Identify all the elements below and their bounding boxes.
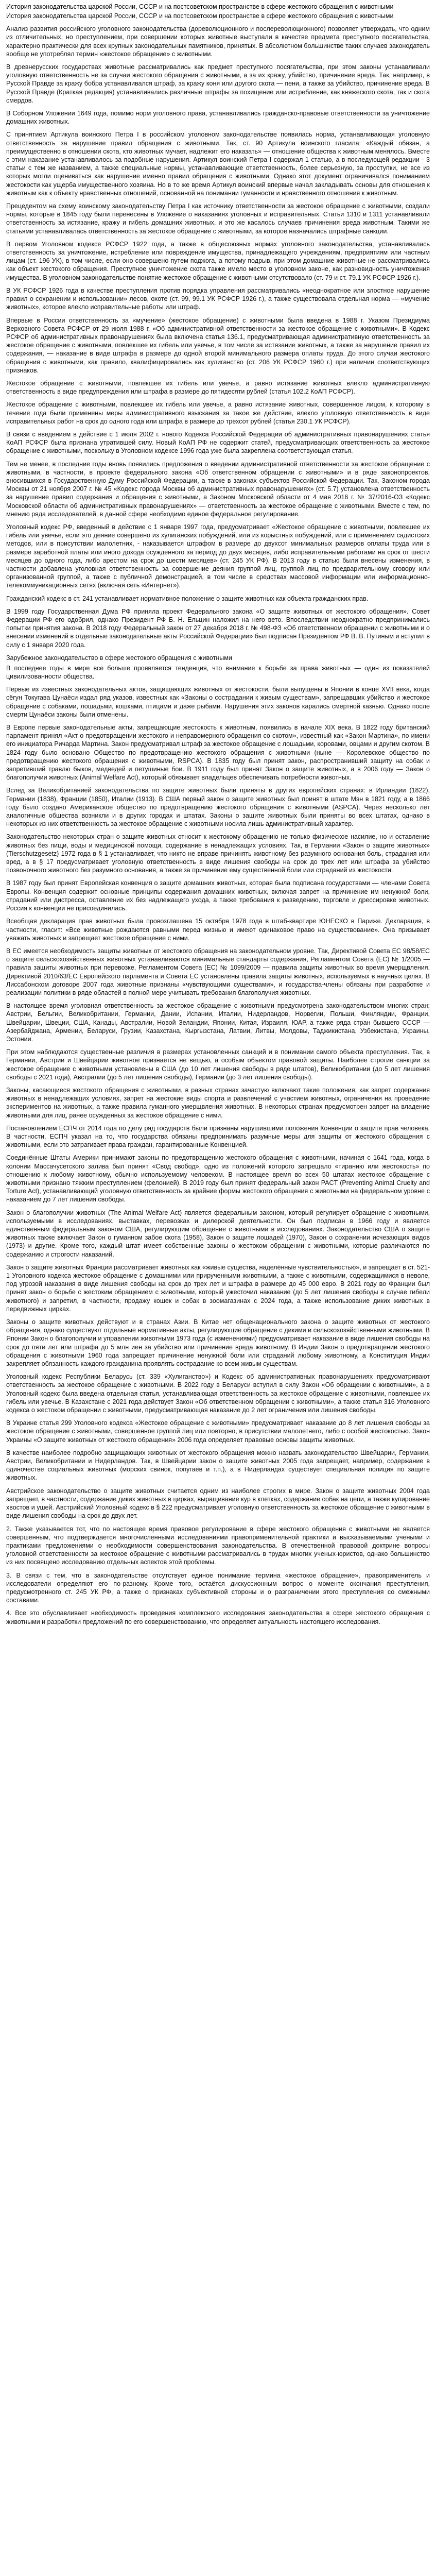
paragraph: Жестокое обращение с животными, повлекшее их гибель или увечье, а равно истязание животных, совершенное лицом, к которому в течение года были применены меры административного взыскания за такое же действие, влекло уголовную ответственность в виде исправительных работ на срок до одного года или штрафа в размере до трехсот рублей (статья 230.1 УК РСФСР).: [6, 401, 430, 425]
paragraph: Законы, касающиеся жестокого обращения с животными, в разных странах зачастую включают такие положения, как запрет содержания животных в ненадлежащих условиях, запрет на жестокие виды спорта и развлечений с участием животных, ограничения на проведение экспериментов на животных, а также правила гуманного умерщвления животных. В некоторых странах предусмотрен запрет на владение животными для лиц, ранее осужденных за жестокое обращение с ними.: [6, 1086, 430, 1119]
paragraph: Законодательство некоторых стран о защите животных относит к жестокому обращению не только физическое насилие, но и оставление животных без пищи, воды и медицинской помощи, содержание в ненадлежащих условиях. Так, в Германии «Закон о защите животных» (Tierschutzgesetz) 1972 года в § 1 устанавливает, что никто не вправе причинять животному без разумного основания боль, страдания или вред, а в § 17 предусматривает уголовную ответственность в виде лишения свободы на срок до трех лет или штрафа за убийство позвоночного животного без разумного основания, а также за причинение ему существенной боли или страданий из жестокости.: [6, 833, 430, 874]
paragraph: Гражданский кодекс в ст. 241 устанавливает нормативное положение о защите животных как объекта гражданских прав.: [6, 595, 369, 602]
article-body: [6, 12, 430, 1626]
paragraph: Уголовный кодекс Республики Беларусь (ст. 339 «Хулиганство») и Кодекс об административных правонарушениях предусматривают ответственность за жестокое обращение с животными. В 2022 году в Беларуси вступил в силу Закон «Об обращении с животными», а в Уголовный кодекс была введена отдельная статья, устанавливающая ответственность за жестокое обращение с животными, повлекшее их гибель или увечье. В Казахстане с 2021 года действует Закон «Об ответственном обращении с животными», а также статья 316 Уголовного кодекса о жестоком обращении с животными, предусматривающая наказание до 2 лет ограничения или лишения свободы.: [6, 1373, 430, 1414]
paragraph: В 1999 году Государственная Дума РФ приняла проект Федерального закона «О защите животных от жестокого обращения». Совет Федерации РФ его одобрил, однако Президент РФ Б. Н. Ельцин наложил на него вето. Впоследствии неоднократно предпринимались попытки принятия закона. В 2018 году Федеральный закон от 27 декабря 2018 г. № 498-ФЗ «Об ответственном обращении с животными и о внесении изменений в отдельные законодательные акты Российской Федерации» был подписан Президентом РФ В. В. Путиным и вступил в силу с 1 января 2020 года.: [6, 607, 430, 649]
intro-paragraph: История законодательства царской России, СССР и на постсоветском пространстве в сфере жестокого обращения с животными: [6, 12, 394, 20]
paragraph: В ЕС имеется необходимость защиты животных от жестокого обращения на законодательном уровне. Так, Директивой Совета ЕС 98/58/ЕС о защите сельскохозяйственных животных устанавливаются минимальные стандарты содержания, Регламентом Совета (ЕС) № 1/2005 — правила защиты животных при перевозке, Регламентом Совета (ЕС) № 1099/2009 — правила защиты животных во время умерщвления. Директивой 2010/63/ЕС Европейского парламента и Совета ЕС установлены правила защиты животных, используемых в научных целях. В Лиссабонском договоре 2007 года животные признаны «чувствующими существами», и государства-члены обязаны при разработке и реализации политики в ряде областей в полной мере учитывать требования благополучия животных.: [6, 947, 430, 996]
paragraph: С принятием Артикула воинского Петра I в российском уголовном законодательстве появилась норма, устанавливающая уголовную ответственность за нарушение правил обращения с животными. Так, ст. 90 Артикула воинского гласила: «Каждый обязан, а преимущественно в отношении скота, кто животных мучает, надлежит его наказать» — отношение общества к животным менялось. Вместе с этим наказание устанавливалось за подобные нарушения. Артикул воинский Петра I содержал 1 статью, а в последующей редакции - 3 статьи с тем же названием, а также специальные нормы, устанавливающие ответственность, более серьезную, за проступки, не все из которых могли оцениваться как нарушение именно правил обращения с животными. Однако этот документ ограничивался пониманием жестокости как ущерба имущественного хозяина. Но в то же время Артикул воинский впервые начал закладывать основы для отношения к животным как к объекту нравственных отношений, основанной на понимании гуманности и нравственного отношения к животным.: [6, 131, 430, 197]
paragraph: Соединённые Штаты Америки принимают законы по предотвращению жестокого обращения с животными, начиная с 1641 года, когда в колонии Массачусетского залива был принят «Свод свобод», одно из положений которого запрещало «тиранию или жестокость» по отношению к любому животному, обычно используемому человеком. В настоящее время во всех 50 штатах жестокое обращение с животными признано тяжким преступлением (фелонией). В 2019 году был принят федеральный закон PACT (Preventing Animal Cruelty and Torture Act), устанавливающий уголовную ответственность за крайние формы жестокого обращения с животными на федеральном уровне с наказанием до 7 лет лишения свободы.: [6, 1154, 430, 1204]
paragraph: Всеобщая декларация прав животных была провозглашена 15 октября 1978 года в штаб-квартире ЮНЕСКО в Париже. Декларация, в частности, гласит: «Все животные рождаются равными перед жизнью и имеют одинаковое право на существование». Она призывает уважать животных и запрещает жестокое обращение с ними.: [6, 918, 430, 942]
paragraph: В Соборном Уложении 1649 года, помимо норм уголовного права, устанавливались гражданско-правовые ответственности за уничтожение домашних животных.: [6, 110, 430, 126]
paragraph: Закон о благополучии животных (The Animal Welfare Act) является федеральным законом, который регулирует обращение с животными, используемыми в исследованиях, выставках, перевозках и дилерской деятельности. Он был подписан в 1966 году и является единственным федеральным законом США, регулирующим обращение с животными в исследованиях. Законодательство США о защите животных также включает Закон о гуманном забое скота (1958), Закон о защите лошадей (1970), Закон о сохранении исчезающих видов (1973) и другие. Кроме того, каждый штат имеет собственные законы о жестоком обращении с животными, которые различаются по содержанию и строгости наказаний.: [6, 1209, 430, 1258]
paragraph: Закон о защите животных Франции рассматривает животных как «живые существа, наделённые чувствительностью», и запрещает в ст. 521-1 Уголовного кодекса жестокое обращение с домашними или прирученными животными, а также с животными, содержащимися в неволе, под угрозой наказания в виде лишения свободы на срок до трех лет и штрафа в размере до 45 000 евро. В 2021 году во Франции был принят закон о борьбе с жестоким обращением с животными, который ужесточил наказание (до 5 лет лишения свободы в случае гибели животного) и запретил, в частности, продажу кошек и собак в зоомагазинах с 2024 года, а также использование диких животных в передвижных цирках.: [6, 1263, 430, 1313]
paragraph: Жестокое обращение с животными, повлекшее их гибель или увечье, а равно истязание животных влекло административную ответственность в виде предупреждения или штрафа в размере до пятидесяти рублей (статья 102.2 КоАП РСФСР).: [6, 379, 430, 396]
paragraph: В 1987 году был принят Европейская конвенция о защите домашних животных, которая была подписана государствами — членами Совета Европы. Конвенция содержит основные принципы содержания домашних животных, включая запрет на причинение им ненужной боли, страданий или дистресса, оставление их без надлежащего ухода, а также требования к разведению, торговле и дрессировке животных. Россия к конвенции не присоединилась.: [6, 879, 430, 912]
paragraph: Первые из известных законодательных актов, защищающих животных от жестокости, были выпущены в Японии в конце XVII века, когда сёгун Токугава Цунаёси издал ряд указов, известных как «Законы о сострадании к живым существам», запрещавших убийство и жестокое обращение с собаками, лошадьми, кошками, птицами и даже рыбами. Нарушения этих законов карались смертной казнью. Однако после смерти Цунаёси законы были отменены.: [6, 686, 430, 718]
paragraph: В древнерусских государствах животные рассматривались как предмет преступного посягательства, при этом законы устанавливали уголовную ответственность не за случаи жестокого обращения с животными, а за их кражу, убийство, причинение вреда. Так, например, в Русской Правде за кражу бобра устанавливался штраф, за кражу коня или другого скота — пени, а также за убийство, причинение вреда. В Русской Правде (Краткая редакция) устанавливались различные штрафы за похищение или истребление, как княжеского скота, так и скота смердов.: [6, 63, 430, 104]
paragraph: В первом Уголовном кодексе РСФСР 1922 года, а также в общесоюзных нормах уголовного законодательства, устанавливалась ответственность за уничтожение, истребление или повреждение имущества, принадлежащего учреждениям, предприятиям или частным лицам (ст. 196 УК), в том числе, если оно совершено путем поджога, а потому подрыв, при этом домашние животные не рассматривались как объект жестокого обращения. Преступное уничтожение скота также имело место в уголовном законе, как разновидность уничтожения имущества. В уголовном законодательстве понятие жестокое обращение с животными отсутствовало (ст. 79 и ст. 79.1 УК РСФСР 1926 г.).: [6, 240, 430, 281]
paragraph: Австрийское законодательство о защите животных считается одним из наиболее строгих в мире. Закон о защите животных 2004 года запрещает, в частности, содержание диких животных в цирках, выращивание кур в клетках, содержание собак на цепи, а также купирование хвостов и ушей. Австрийский Уголовный кодекс в § 222 предусматривает уголовную ответственность за жестокое обращение с животными в виде лишения свободы на срок до двух лет.: [6, 1487, 430, 1520]
paragraph: Вслед за Великобританией законодательства по защите животных были приняты в других европейских странах: в Ирландии (1822), Германии (1838), Франции (1850), Италии (1913). В США первый закон о защите животных был принят в штате Мэн в 1821 году, а в 1866 году было создано Американское общество по предотвращению жестокого обращения с животными (ASPCA). Через несколько лет аналогичные общества возникли и в других городах и штатах. Законы о защите животных были приняты во всех штатах, однако в некоторых из них ответственность за жестокое обращение с животными носила лишь административный характер.: [6, 787, 430, 828]
paragraph: В Европе первые законодательные акты, запрещающие жестокость к животным, появились в начале XIX века. В 1822 году британский парламент принял «Акт о предотвращении жестокого и неправомерного обращения со скотом», известный как «Закон Мартина», по имени его инициатора Ричарда Мартина. Закон предусматривал штраф за жестокое обращение с лошадьми, коровами, овцами и другим скотом. В 1824 году было основано Общество по предотвращению жестокого обращения с животными (ныне — Королевское общество по предотвращению жестокого обращения с животными, RSPCA). В 1835 году был принят закон, распространивший защиту на собак и запретивший травлю быков, медведей и петушиные бои. В 1911 году был принят Закон о защите животных, а в 2006 году — Закон о благополучии животных (Animal Welfare Act), который обязывает владельцев обеспечивать потребности животных.: [6, 724, 430, 782]
paragraph: В последнее годы в мире все больше проявляется тенденция, что внимание к борьбе за права животных — один из показателей цивилизованности общества.: [6, 664, 430, 681]
paragraph: Постановлением ЕСПЧ от 2014 года по делу ряд государств были признаны нарушившими положения Конвенции о защите прав человека. В частности, ЕСПЧ указал на то, что государства обязаны предпринимать разумные меры для защиты от жестокого обращения с животными, если это затрагивает права граждан, гарантированные Конвенцией.: [6, 1124, 430, 1149]
paragraph: В УК РСФСР 1926 года в качестве преступления против порядка управления рассматривались «неоднократное или злостное нарушение правил о сохранении и использовании» лесов, охоте (ст. 99, 99.1 УК РСФСР 1926 г.), а также существовала отдельная норма — «мучение животных», которое влекло исправительные работы или штраф.: [6, 286, 430, 311]
paragraph: В настоящее время уголовная ответственность за жестокое обращение с животными предусмотрена законодательством многих стран: Австрии, Бельгии, Великобритании, Германии, Дании, Испании, Италии, Нидерландов, Норвегии, Польши, Финляндии, Франции, Швейцарии, Швеции, США, Канады, Австралии, Новой Зеландии, Японии, Китая, Израиля, ЮАР, а также ряда стран бывшего СССР — Азербайджана, Армении, Беларуси, Грузии, Казахстана, Кыргызстана, Латвии, Литвы, Молдовы, Таджикистана, Узбекистана, Украины, Эстонии.: [6, 1002, 430, 1043]
paragraph: 2. Также указывается тот, что по настоящее время правовое регулирование в сфере жестокого обращения с животными не является совершенным, что подтверждается многочисленными исследованиями правоприменительной практики и высказываемыми учеными и практиками предложениями о необходимости совершенствования законодательства. В отечественной правовой доктрине вопросы уголовной ответственности за жестокое обращение с животными рассматривались в трудах многих ученых-юристов, однако большинство из них посвящено исследованию отдельных аспектов этой проблемы.: [6, 1525, 430, 1566]
paragraph: Впервые в России ответственность за «мучение» (жестокое обращение) с животными была введена в 1988 г. Указом Президиума Верховного Совета РСФСР от 29 июля 1988 г. «Об административной ответственности за жестокое обращение с животными». В Кодекс РСФСР об административных правонарушениях была включена статья 136.1, предусматривающая административную ответственность за жестокое обращение с животными, повлекшее их гибель или увечье, в том числе за истязание животных, а также за нарушение правил их содержания, — наказание в виде штрафа в размере до одной второй минимального размера оплаты труда. До этого случаи жестокого обращения с животными, как правило, квалифицировались как хулиганство (ст. 206 УК РСФСР 1960 г.) при наличии соответствующих признаков.: [6, 316, 430, 374]
section-heading: Зарубежное законодательство в сфере жестокого обращения с животными: [6, 654, 232, 662]
paragraph: Уголовный кодекс РФ, введенный в действие с 1 января 1997 года, предусматривает «Жестокое обращение с животными, повлекшее их гибель или увечье, если это деяние совершено из хулиганских побуждений, или из корыстных побуждений, или с применением садистских методов, или в присутствии малолетних, - наказывается штрафом в размере до двухсот минимальных размеров оплаты труда или в размере заработной платы или иного дохода осужденного за период до двух месяцев, либо исправительными работами на срок от шести месяцев до одного года, либо арестом на срок до шести месяцев» (ст. 245 УК РФ). В 2013 году в статью были внесены изменения, в частности добавлена уголовная ответственность за совершение деяния группой лиц, группой лиц по предварительному сговору или организованной группой, а также с публичной демонстрацией, в том числе в средствах массовой информации или информационно-телекоммуникационных сетях (включая сеть «Интернет»).: [6, 523, 430, 589]
paragraph: Тем не менее, в последние годы вновь появились предложения о введении административной ответственности за жестокое обращение с животными, в частности, в проекте федерального закона «Об ответственном обращении с животными» и в ряде законопроектов, вносившихся в Государственную Думу Российской Федерации, а также в законах субъектов Российской Федерации. Так, Законом города Москвы от 21 ноября 2007 г. № 45 «Кодекс города Москвы об административных правонарушениях» (ст. 5.7) установлена ответственность за нарушение правил содержания и обращения с животными, а Законом Московской области от 4 мая 2016 г. № 37/2016-ОЗ «Кодекс Московской области об административных правонарушениях» — ответственность за жестокое обращение с животными. Вместе с тем, по мнению ряда исследователей, в данной сфере необходимо единое федеральное регулирование.: [6, 460, 430, 518]
paragraph: 3. В связи с тем, что в законодательстве отсутствует единое понимание термина «жестокое обращение», правоприменитель и исследователи определяют его по-разному. Кроме того, остаётся дискуссионным вопрос о моменте окончания преступления, предусмотренного ст. 245 УК РФ, а также о признаках субъективной стороны и о разграничении этого преступления со смежными составами.: [6, 1571, 430, 1604]
paragraph: В связи с введением в действие с 1 июля 2002 г. нового Кодекса Российской Федерации об административных правонарушениях статья КоАП РСФСР была признана утратившей силу. Новый КоАП РФ не содержит статей, предусматривающих ответственность за жестокое обращение с животными, поскольку в Уголовном кодексе 1996 года уже была закреплена соответствующая статья.: [6, 430, 430, 455]
paragraph: При этом наблюдаются существенные различия в размерах установленных санкций и в понимании самого объекта преступления. Так, в Германии, Австрии и Швейцарии животное признается не вещью, а особым объектом правовой защиты. Наиболее строгие санкции за жестокое обращение с животными установлены в США (до 10 лет лишения свободы в ряде штатов), Великобритании (до 5 лет лишения свободы с 2021 года), Австралии (до 5 лет лишения свободы), Германии (до 3 лет лишения свободы).: [6, 1048, 430, 1081]
paragraph: В качестве наиболее подробно защищающих животных от жестокого обращения можно назвать законодательство Швейцарии, Германии, Австрии, Великобритании и Нидерландов. Так, в Швейцарии закон о защите животных 2005 года запрещает, например, содержание в одиночестве социальных животных (морских свинок, попугаев и т.п.), а в Нидерландах существует специальная полиция по защите животных.: [6, 1449, 430, 1482]
paragraph: Законы о защите животных действуют и в странах Азии. В Китае нет общенационального закона о защите животных от жестокого обращения, однако существуют отдельные нормативные акты, регулирующие обращение с дикими и сельскохозяйственными животными. В Японии Закон о благополучии и управлении животными 1973 года (с изменениями) предусматривает наказание в виде лишения свободы на срок до пяти лет или штрафа до 5 млн иен за убийство или причинение вреда животному. В Индии Закон о предотвращении жестокого обращения с животными 1960 года запрещает причинение ненужной боли или страданий любому животному, а Конституция Индии закрепляет обязанность каждого гражданина проявлять сострадание ко всем живым существам.: [6, 1318, 430, 1368]
page-title: История законодательства царской России, СССР и на постсоветском пространстве в сфере жестокого обращения с животными: [6, 3, 394, 10]
paragraph-list: [6, 25, 430, 1626]
paragraph: Прецедентом на схему воинскому законодательству Петра I как источнику ответственности за жестокое обращение с животными, создали нормы, которые в 1845 году были перенесены в Уложение о наказаниях уголовных и исправительных. Статьи 1310 и 1311 устанавливали ответственность за истязание, кражу и гибель домашних животных, и это же касалось случаев причинения вреда животным. Такими же статьями устанавливалась ответственность за жестокое обращение с животными, за которое назначались штрафные санкции.: [6, 202, 430, 235]
paragraph: Анализ развития российского уголовного законодательства (дореволюционного и послереволюционного) позволяет утверждать, что одним из отличительных, но преступлением, при совершении которых животные выступали в качестве предмета преступного посягательства, характерно практически для всех крупных законодательных памятников, принятых. В абсолютном большинстве таких случаев законодатель вообще не употреблял термин «жестокое обращение» с животными.: [6, 25, 430, 58]
paragraph: В Украине статья 299 Уголовного кодекса «Жестокое обращение с животными» предусматривает наказание до 8 лет лишения свободы за жестокое обращение с животными, совершенное группой лиц или повторно, в присутствии малолетнего, либо с особой жестокостью. Закон Украины «О защите животных от жестокого обращения» 2006 года определяет правовые основы защиты животных.: [6, 1419, 430, 1444]
paragraph: 4. Все это обуславливает необходимость проведения комплексного исследования законодательства в сфере жестокого обращения с животными и разработки предложений по его совершенствованию, что определяет актуальность настоящего исследования.: [6, 1609, 430, 1625]
